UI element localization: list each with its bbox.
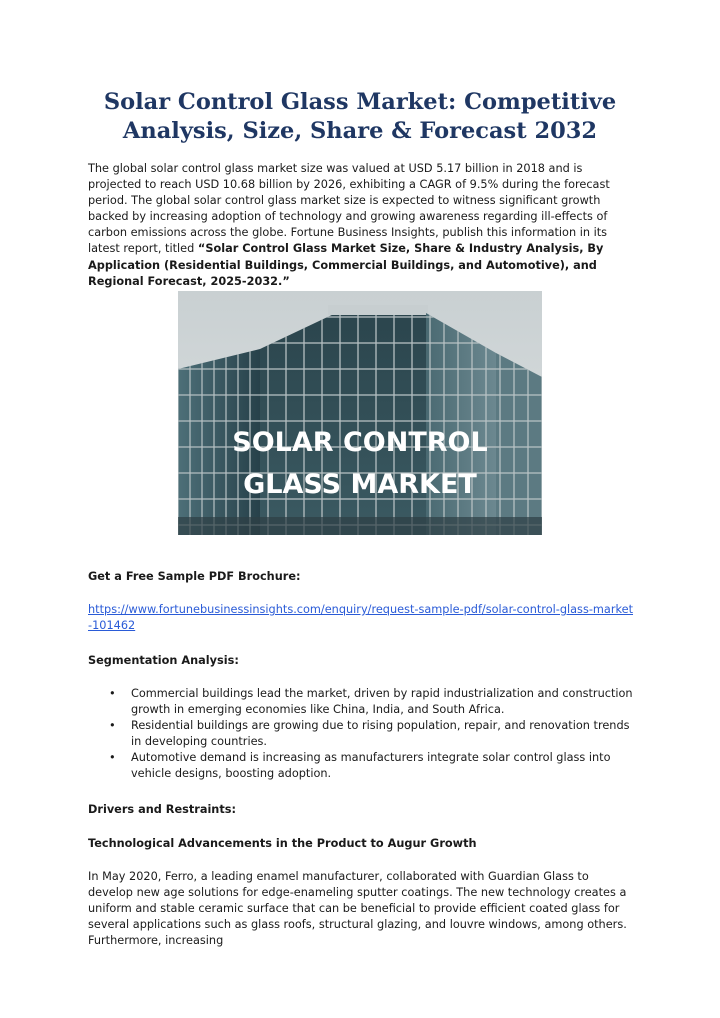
list-item-text: Commercial buildings lead the market, driven by rapid industrialization and construction growth in emerging economies like China, India, and South Africa. [131, 687, 633, 716]
hero-image [178, 291, 542, 535]
building-illustration [178, 291, 542, 535]
drivers-heading: Drivers and Restraints: [88, 803, 236, 816]
list-item-text: Automotive demand is increasing as manufacturers integrate solar control glass into vehicle designs, boosting adoption. [131, 751, 611, 780]
brochure-link[interactable]: https://www.fortunebusinessinsights.com/enquiry/request-sample-pdf/solar-control-glass-market-101462 [88, 603, 633, 632]
brochure-heading: Get a Free Sample PDF Brochure: [88, 570, 301, 583]
bullet-icon: • [109, 687, 116, 700]
list-item-text: Residential buildings are growing due to rising population, repair, and renovation trends in developing countries. [131, 719, 630, 748]
drivers-subheading: Technological Advancements in the Product to Augur Growth [88, 837, 477, 850]
segmentation-heading: Segmentation Analysis: [88, 654, 239, 667]
hero-line-2: GLASS MARKET [243, 469, 477, 500]
intro-paragraph [88, 161, 636, 290]
report-title: “Solar Control Glass Market Size, Share & Industry Analysis, By Application (Residential Buildings, Commercial Buildings, and Automotive), and Regional Forecast, 2025-2032.” [88, 242, 604, 288]
intro-text: The global solar control glass market size was valued at USD 5.17 billion in 2018 and is projected to reach USD 10.68 billion by 2026, exhibiting a CAGR of 9.5% during the forecast period. The global solar control glass market size is expected to witness significant growth backed by increasing adoption of technology and growing awareness regarding ill-effects of carbon emissions across the globe. Fortune Business Insights, publish this information in its latest report, titled [88, 162, 610, 256]
list-item [88, 718, 636, 750]
list-item [88, 750, 636, 782]
bullet-icon: • [109, 719, 116, 732]
drivers-paragraph: In May 2020, Ferro, a leading enamel manufacturer, collaborated with Guardian Glass to develop new age solutions for edge-enameling sputter coatings. The new technology creates a uniform and stable ceramic surface that can be beneficial to provide efficient coated glass for several applications such as glass roofs, structural glazing, and louvre windows, among others. Furthermore, increasing [88, 870, 627, 948]
list-item [88, 686, 636, 718]
bullet-icon: • [109, 751, 116, 764]
hero-line-1: SOLAR CONTROL [232, 427, 488, 458]
segmentation-list [88, 686, 636, 782]
page-title: Solar Control Glass Market: Competitive Analysis, Size, Share & Forecast 2032 [103, 89, 617, 144]
